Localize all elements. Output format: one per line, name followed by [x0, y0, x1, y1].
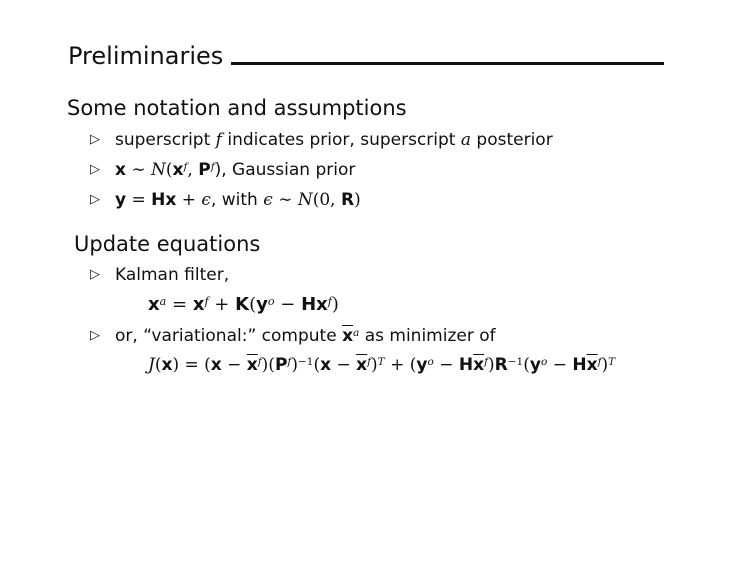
section-heading-update: Update equations	[74, 232, 261, 256]
math-paren: )(	[261, 355, 275, 375]
math-bold-P: P	[274, 355, 288, 375]
math-bold-x: x	[165, 190, 177, 210]
math-bold-R: R	[340, 190, 355, 210]
math-paren: )	[488, 355, 495, 375]
math-superscript: f	[367, 356, 372, 369]
math-bold-y: y	[115, 190, 127, 210]
triangle-bullet-icon: ▷	[90, 267, 100, 282]
triangle-bullet-icon: ▷	[90, 192, 100, 207]
math-superscript: T	[608, 356, 616, 369]
math-paren: (	[165, 160, 173, 180]
math-paren: )	[331, 294, 339, 315]
math-symbol-epsilon: ϵ	[201, 190, 211, 210]
math-bold-H: H	[572, 355, 587, 375]
math-superscript: a	[353, 327, 360, 340]
title-row	[68, 38, 664, 70]
math-args: (0,	[312, 190, 341, 210]
math-bold-Hx: Hx	[301, 294, 328, 315]
math-operator: −	[221, 355, 247, 375]
bullet-kalman-filter: Kalman filter,	[115, 265, 230, 285]
triangle-bullet-icon: ▷	[90, 328, 100, 343]
math-bold-xbar: $\overline{x}$	[356, 355, 368, 375]
math-operator: ∼	[272, 190, 298, 210]
math-superscript: o	[541, 356, 548, 369]
math-superscript: f	[204, 294, 209, 308]
math-operator: +	[208, 294, 236, 315]
math-bold-x: x	[192, 294, 205, 315]
math-comma: ,	[187, 160, 199, 180]
math-symbol-f: f	[215, 130, 222, 150]
bullet-text: superscript	[115, 130, 216, 150]
bullet-observation-model	[115, 189, 361, 211]
math-operator: −	[433, 355, 459, 375]
math-paren: )	[601, 355, 609, 375]
math-paren: (	[249, 294, 257, 315]
math-bold-y: y	[529, 355, 541, 375]
math-paren: )	[291, 355, 298, 375]
math-superscript: −1	[507, 356, 524, 369]
math-bold-xbar: $\overline{x}$	[473, 355, 485, 375]
equation-kalman-update	[148, 293, 339, 317]
math-superscript: a	[159, 294, 167, 308]
math-operator: ∼	[125, 160, 152, 180]
math-bold-R: R	[494, 355, 508, 375]
bullet-text: as minimizer of	[359, 326, 496, 346]
math-paren: (	[154, 355, 162, 375]
bullet-text: posterior	[471, 130, 553, 150]
bullet-gaussian-prior	[115, 159, 355, 181]
math-operator: =	[166, 294, 193, 315]
math-operator: −	[331, 355, 357, 375]
math-bold-x: x	[148, 294, 160, 315]
math-bold-H: H	[458, 355, 474, 375]
math-superscript: f	[327, 294, 332, 308]
math-superscript: f	[484, 356, 488, 369]
math-bold-x: x	[320, 355, 332, 375]
math-symbol-epsilon: ϵ	[263, 190, 273, 210]
math-bold-y: y	[416, 355, 428, 375]
math-superscript: f	[287, 356, 292, 369]
math-operator: =	[126, 190, 152, 210]
math-symbol-N: N	[297, 190, 313, 210]
math-bold-y: y	[256, 294, 268, 315]
math-symbol-a: a	[460, 130, 472, 150]
slide-title: Preliminaries	[68, 42, 224, 70]
math-superscript: T	[377, 356, 385, 369]
math-paren: )	[371, 355, 378, 375]
math-superscript: f	[183, 161, 188, 174]
math-operator: −	[547, 355, 573, 375]
math-superscript: o	[427, 356, 434, 369]
bullet-text: or, “variational:” compute	[115, 326, 343, 346]
math-bold-H: H	[151, 190, 166, 210]
math-bold-xbar: $\overline{x}$	[586, 355, 598, 375]
bullet-text: ), Gaussian prior	[214, 160, 356, 180]
math-bold-x: x	[161, 355, 173, 375]
math-bold-K: K	[235, 294, 250, 315]
bullet-text: , with	[210, 190, 264, 210]
math-superscript: f	[257, 356, 262, 369]
math-superscript: −1	[297, 356, 314, 369]
math-symbol-N: N	[151, 160, 166, 180]
math-superscript: f	[210, 161, 215, 174]
title-rule	[231, 62, 664, 65]
math-operator: −	[274, 294, 302, 315]
math-bold-x: x	[172, 160, 184, 180]
math-operator: + (	[384, 355, 417, 375]
math-superscript: o	[267, 294, 275, 308]
equation-cost-function	[148, 353, 615, 377]
math-paren: (	[313, 355, 321, 375]
bullet-text: indicates prior, superscript	[221, 130, 461, 150]
math-symbol-J: J	[148, 355, 155, 375]
math-paren: (	[523, 355, 530, 375]
bullet-superscript-notation	[115, 129, 553, 151]
triangle-bullet-icon: ▷	[90, 132, 100, 147]
section-heading-notation: Some notation and assumptions	[67, 96, 407, 120]
math-bold-P: P	[198, 160, 211, 180]
math-operator: +	[176, 190, 202, 210]
math-bold-xbar: $\overline{x}$	[246, 355, 258, 375]
math-paren: )	[354, 190, 361, 210]
math-bold-x: x	[115, 160, 126, 180]
bullet-variational	[115, 325, 496, 347]
triangle-bullet-icon: ▷	[90, 162, 100, 177]
math-operator: ) = (	[172, 355, 211, 375]
math-superscript: f	[597, 356, 602, 369]
math-bold-xbar: $\overline{x}$	[342, 326, 354, 346]
math-bold-x: x	[210, 355, 222, 375]
